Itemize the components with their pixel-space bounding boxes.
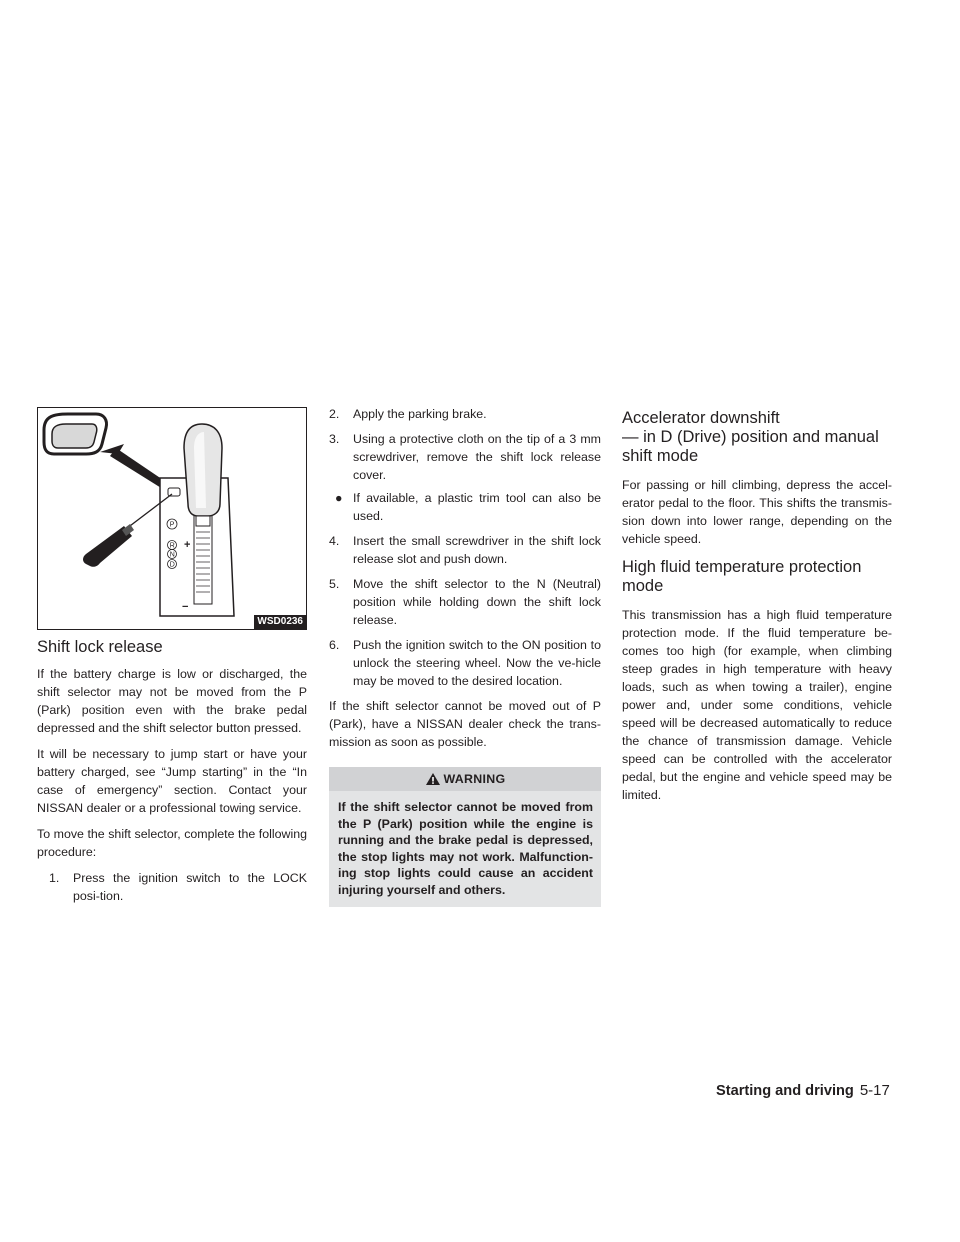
step-list [37, 869, 307, 905]
step-number: 5. [329, 577, 340, 591]
dial-r: R [169, 542, 175, 550]
warning-icon [425, 772, 441, 786]
warning-header [329, 767, 601, 791]
page-footer [716, 1082, 890, 1099]
step-text: Push the ignition switch to the ON position to unlock the steering wheel. Now the ve-hicle may be moved to the desired location. [353, 638, 601, 688]
bullet-text: If available, a plastic trim tool can also be used. [353, 491, 601, 523]
paragraph: It will be necessary to jump start or have your battery charged, see “Jump starting” in the “In case of emergency” section. Contact your NISSAN dealer or a professional towing service. [37, 747, 307, 815]
middle-column [329, 405, 601, 907]
heading-shift-lock-release: Shift lock release [37, 638, 163, 656]
footer-section-title: Starting and driving [716, 1083, 854, 1099]
shift-lock-figure [37, 407, 307, 630]
step-list [329, 405, 601, 484]
step-number: 2. [329, 407, 340, 421]
dial-p: P [169, 521, 175, 529]
paragraph: To move the shift selector, complete the following procedure: [37, 827, 307, 859]
list-item [329, 430, 601, 484]
warning-text: If the shift selector cannot be moved from the P (Park) position while the engine is running and the brake pedal is depressed, the stop lights may not work. Malfunction-ing stop lights could cause an accident injuring yourself and others. [338, 800, 593, 897]
minus-sign: − [182, 601, 189, 613]
heading-accelerator-downshift: Accelerator downshift — in D (Drive) position and manual shift mode [622, 409, 879, 465]
warning-box [329, 767, 601, 907]
bullet-icon: ● [335, 491, 343, 505]
step-number: 3. [329, 432, 340, 446]
step-number: 1. [49, 871, 60, 885]
list-item [329, 575, 601, 629]
plus-sign: + [184, 539, 191, 551]
paragraph: If the battery charge is low or discharged, the shift selector may not be moved from the P (Park) position even with the brake pedal depressed and the shift selector button pressed. [37, 667, 307, 735]
paragraph: If the shift selector cannot be moved out of P (Park), have a NISSAN dealer check the trans-mission as soon as possible. [329, 699, 601, 749]
list-item [329, 405, 601, 423]
list-item [329, 532, 601, 568]
right-column [622, 409, 892, 812]
list-item [49, 869, 307, 905]
page-number: 5-17 [859, 1082, 890, 1099]
step-number: 6. [329, 638, 340, 652]
step-text: Apply the parking brake. [353, 407, 487, 421]
step-list [329, 532, 601, 690]
warning-title: WARNING [443, 772, 506, 786]
step-text: Move the shift selector to the N (Neutral) position while holding down the shift lock release. [353, 577, 601, 627]
step-text: Using a protective cloth on the tip of a 3 mm screwdriver, remove the shift lock release cover. [353, 432, 601, 482]
shift-lever-illustration [38, 408, 306, 629]
bullet-item [329, 489, 601, 525]
heading-high-fluid-temperature: High fluid temperature protection mode [622, 558, 862, 595]
paragraph: This transmission has a high fluid temperature protection mode. If the fluid temperature be-comes too high (for example, when climbing steep grades in high temperature with heavy loads, such as when towing a trailer), engine power and, under some conditions, vehicle speed will be decreased automatically to reduce the chance of transmission damage. Vehicle speed can be controlled with the accelerator pedal, but the engine and vehicle speed may be limited. [622, 608, 892, 802]
paragraph: For passing or hill climbing, depress the accel-erator pedal to the floor. This shifts the transmis-sion down into lower range, depending on the vehicle speed. [622, 478, 892, 546]
step-number: 4. [329, 534, 340, 548]
screwdriver-icon [83, 494, 172, 567]
dial-n: N [169, 551, 175, 559]
figure-id-label: WSD0236 [254, 615, 306, 629]
step-text: Insert the small screwdriver in the shift lock release slot and push down. [353, 534, 601, 566]
list-item [329, 636, 601, 690]
release-cover-inset-icon [44, 414, 107, 454]
step-text: Press the ignition switch to the LOCK posi-tion. [73, 871, 307, 903]
dial-d: D [169, 561, 175, 569]
